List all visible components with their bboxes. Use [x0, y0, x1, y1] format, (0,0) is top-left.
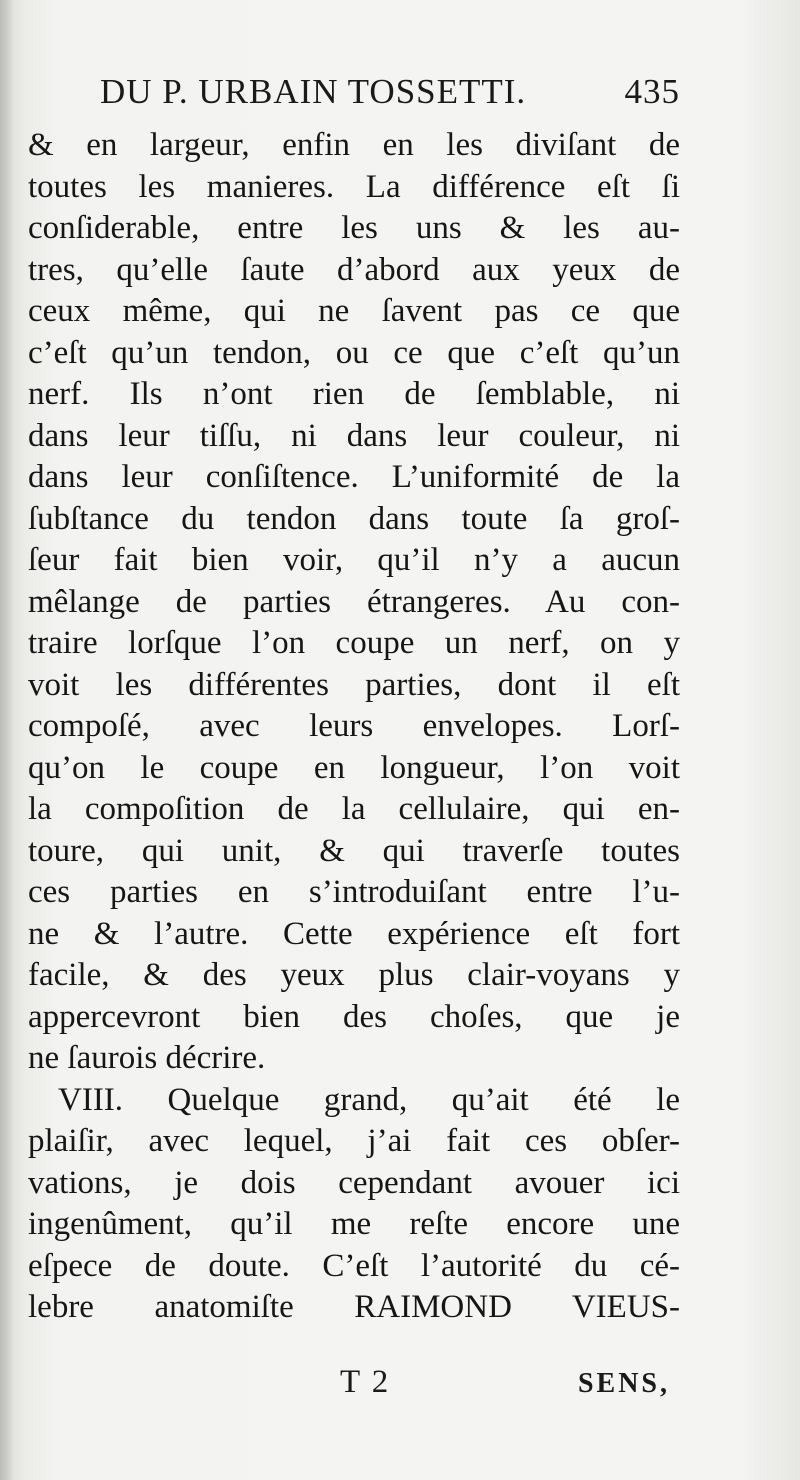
text-line: & en largeur, enfin en les diviſant de: [28, 127, 680, 163]
text-line: lebre anatomiſte RAIMOND VIEUS-: [28, 1289, 680, 1325]
text-line: toure, qui unit, & qui traverſe toutes: [28, 832, 680, 869]
text-line: ceux même, qui ne ſavent pas ce que: [28, 293, 680, 329]
signature-mark: T 2: [340, 1364, 391, 1400]
running-head: [100, 66, 680, 118]
text-line: conſiderable, entre les uns & les au-: [28, 210, 680, 246]
section-start-line: VIII. Quelque grand, qu’ait été le: [58, 1081, 680, 1118]
text-line: dans leur conſiſtence. L’uniformité de la: [28, 459, 680, 495]
text-line: vations, je dois cependant avouer ici: [28, 1164, 680, 1201]
text-line: nerf. Ils n’ont rien de ſemblable, ni: [28, 376, 680, 412]
text-line: facile, & des yeux plus clair-voyans y: [28, 957, 680, 993]
text-line: ſeur fait bien voir, qu’il n’y a aucun: [28, 542, 680, 578]
text-line: toutes les manieres. La différence eſt ſi: [28, 168, 680, 205]
body-text: [28, 125, 680, 1329]
text-line: ingenûment, qu’il me reſte encore une: [28, 1206, 680, 1242]
text-line: ces parties en s’introduiſant entre l’u-: [28, 874, 680, 910]
text-line: ne ſaurois décrire.: [28, 1040, 266, 1076]
text-line: compoſé, avec leurs envelopes. Lorſ-: [28, 708, 680, 744]
text-line: appercevront bien des choſes, que je: [28, 998, 680, 1035]
text-line: voit les différentes parties, dont il eſt: [28, 666, 680, 703]
page-number: 435: [624, 72, 680, 111]
text-line: la compoſition de la cellulaire, qui en-: [28, 791, 680, 827]
text-line: plaiſir, avec lequel, j’ai fait ces obſer-: [28, 1123, 680, 1159]
text-line: qu’on le coupe en longueur, l’on voit: [28, 749, 680, 786]
text-line: dans leur tiſſu, ni dans leur couleur, ni: [28, 417, 680, 454]
text-line: c’eſt qu’un tendon, ou ce que c’eſt qu’un: [28, 334, 680, 371]
text-line: eſpece de doute. C’eſt l’autorité du cé-: [28, 1247, 680, 1284]
catchword: SENS,: [577, 1368, 670, 1399]
text-line: ſubſtance du tendon dans toute ſa groſ-: [28, 500, 680, 537]
text-line: ne & l’autre. Cette expérience eſt fort: [28, 915, 680, 952]
text-line: tres, qu’elle ſaute d’abord aux yeux de: [28, 251, 680, 288]
text-line: mêlange de parties étrangeres. Au con-: [28, 583, 680, 620]
running-title: DU P. URBAIN TOSSETTI.: [100, 72, 527, 111]
text-line: traire lorſque l’on coupe un nerf, on y: [28, 625, 680, 661]
gutter-shadow: [0, 0, 14, 1480]
